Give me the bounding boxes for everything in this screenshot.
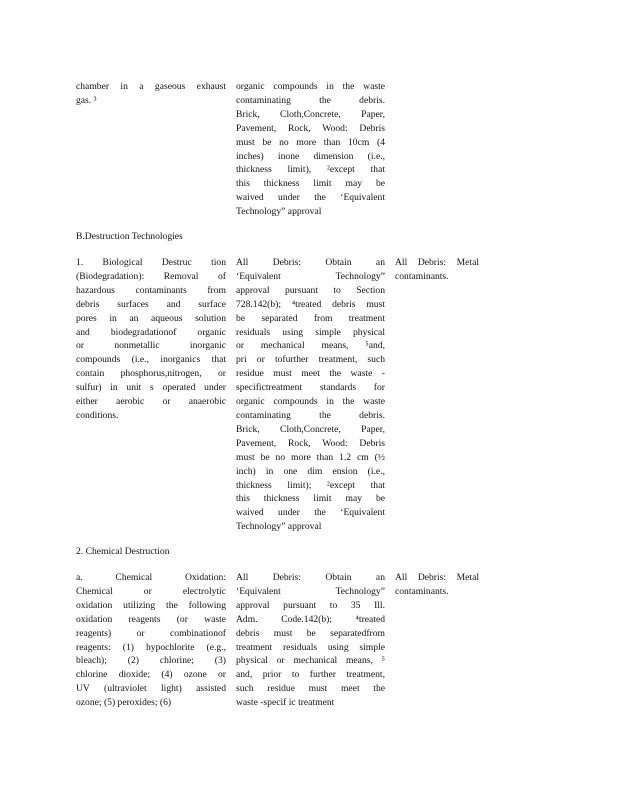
text-line: 728.142(b); ⁴treated debris must — [236, 298, 385, 310]
text-line: compounds (i.e., inorganics that — [76, 354, 226, 366]
text-line: (Biodegradation): Removal of — [76, 270, 226, 282]
text-line: All Debris: Obtain an — [236, 257, 385, 268]
text-line: Chemical or electrolytic — [76, 585, 226, 597]
text-line: reagents: (1) hypochlorite (e.g., — [76, 641, 226, 653]
row1-col2 — [236, 256, 385, 534]
text-line: contaminating the debris. — [236, 409, 385, 421]
text-line: ozone; (5) peroxides; (6) — [76, 697, 172, 709]
row2-col2 — [236, 571, 385, 710]
text-line: must be no more than 1.2 cm (½ — [236, 451, 385, 463]
text-line: contaminating the debris. — [236, 94, 385, 106]
text-line: approval pursuant to 35 Ill. — [236, 599, 385, 611]
text-line: oxidation reagents (or waste — [76, 613, 226, 625]
text-line: contain phosphorus,nitrogen, or — [76, 368, 226, 380]
text-line: organic compounds in the waste — [236, 81, 385, 92]
text-line: specifictreatment standards for — [236, 382, 385, 394]
text-line: contaminants. — [395, 270, 449, 282]
text-line: Pavement, Rock, Wood: Debris — [236, 437, 385, 449]
text-line: reagents) or combinationof — [76, 627, 226, 639]
text-line: bleach); (2) chlorine; (3) — [76, 655, 226, 667]
text-line: either aerobic or anaerobic — [76, 396, 226, 408]
text-line: debris surfaces and surface — [76, 298, 226, 310]
text-line: inches) inone dimension (i.e., — [236, 150, 385, 162]
text-line: hazardous contaminants from — [76, 284, 226, 296]
text-line: UV (ultraviolet light) assisted — [76, 683, 226, 695]
text-line: waste -specif ic treatment — [236, 697, 335, 709]
text-line: this thickness limit may be — [236, 493, 385, 505]
row2-col1 — [76, 571, 226, 710]
text-line: All Debris: Metal — [395, 572, 479, 583]
text-line: and, prior to further treatment, — [236, 669, 385, 681]
section-heading-2: 2. Chemical Destruction — [76, 546, 170, 557]
row1-col1 — [76, 256, 226, 423]
row0-col2 — [236, 80, 385, 219]
text-line: sulfur) in unit s operated under — [76, 382, 226, 394]
row0-col1 — [76, 80, 226, 108]
text-line: ‘Equivalent Technology” — [236, 585, 385, 597]
text-line: approval pursuant to Section — [236, 284, 385, 296]
text-line: organic compounds in the waste — [236, 396, 385, 408]
text-line: inch) in one dim ension (i.e., — [236, 465, 385, 477]
text-line: gas. ³ — [76, 94, 97, 106]
text-line: must be no more than 10cm (4 — [236, 136, 385, 148]
text-line: pri or tofurther treatment, such — [236, 354, 385, 366]
text-line: or mechanical means, ⁵and, — [236, 340, 385, 352]
text-line: debris must be separatedfrom — [236, 627, 385, 639]
text-line: chlorine dioxide; (4) ozone or — [76, 669, 226, 681]
text-line: thickness limit); ²except that — [236, 479, 385, 491]
text-line: Brick, Cloth,Concrete, Paper, — [236, 423, 385, 435]
text-line: treatment residuals using simple — [236, 641, 385, 653]
text-line: contaminants. — [395, 585, 449, 597]
row2-col3 — [395, 571, 479, 599]
text-line: Technology” approval — [236, 206, 322, 218]
text-line: chamber in a gaseous exhaust — [76, 81, 226, 92]
text-line: this thickness limit may be — [236, 178, 385, 190]
row1-col3 — [395, 256, 479, 284]
text-line: All Debris: Obtain an — [236, 572, 385, 583]
text-line: be separated from treatment — [236, 312, 385, 324]
text-line: physical or mechanical means, ⁵ — [236, 655, 385, 667]
text-line: and biodegradationof organic — [76, 326, 226, 338]
text-line: thickness limit), ²except that — [236, 164, 385, 176]
text-line: oxidation utilizing the following — [76, 599, 226, 611]
text-line: waived under the ‘Equivalent — [236, 507, 385, 519]
text-line: Pavement, Rock, Wood: Debris — [236, 122, 385, 134]
text-line: waived under the ‘Equivalent — [236, 192, 385, 204]
text-line: 1. Biological Destruc tion — [76, 257, 226, 268]
text-line: ‘Equivalent Technology” — [236, 270, 385, 282]
text-line: pores in an aqueous solution — [76, 312, 226, 324]
text-line: conditions. — [76, 409, 119, 421]
text-line: residuals using simple physical — [236, 326, 385, 338]
text-line: All Debris: Metal — [395, 257, 479, 268]
text-line: such residue must meet the — [236, 683, 385, 695]
text-line: Brick, Cloth,Concrete, Paper, — [236, 108, 385, 120]
section-heading-b: B.Destruction Technologies — [76, 231, 183, 242]
text-line: residue must meet the waste - — [236, 368, 385, 380]
text-line: Technology” approval — [236, 521, 322, 533]
text-line: a. Chemical Oxidation: — [76, 572, 226, 583]
text-line: or nonmetallic inorganic — [76, 340, 226, 352]
text-line: Adm. Code.142(b); ⁴treated — [236, 613, 385, 625]
